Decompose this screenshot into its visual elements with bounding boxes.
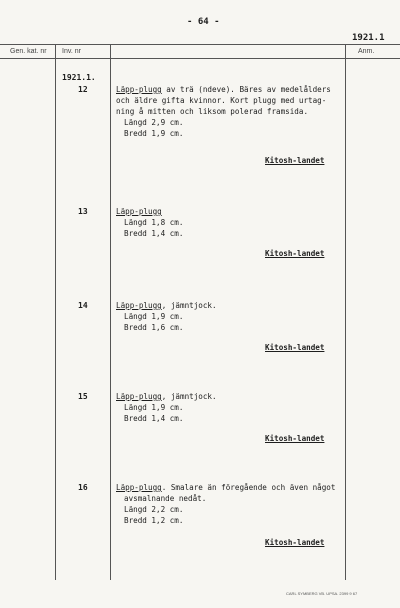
measurement-length: Längd 1,9 cm. — [124, 403, 184, 412]
inventory-number: 14 — [78, 301, 88, 310]
origin-label: Kitosh-landet — [265, 156, 325, 165]
object-term: Läpp-plugg — [116, 483, 162, 492]
header-anm: Anm. — [358, 48, 375, 55]
entry-description — [116, 391, 341, 424]
measurement-width: Bredd 1,4 cm. — [124, 229, 184, 238]
origin-label: Kitosh-landet — [265, 343, 325, 352]
description-line: avsmalnande nedåt. — [124, 494, 207, 503]
inventory-number: 13 — [78, 207, 88, 216]
header-inv-nr: Inv. nr — [62, 48, 81, 55]
inventory-number: 12 — [78, 85, 88, 94]
entry-description — [116, 206, 341, 239]
origin-label: Kitosh-landet — [265, 434, 325, 443]
object-term: Läpp-plugg — [116, 85, 162, 94]
column-divider-inv — [110, 44, 111, 580]
printer-imprint: CARL SYMBERG VB. UPSA. 2399 9 67 — [286, 591, 358, 596]
column-divider-left — [55, 44, 56, 580]
object-term: Läpp-plugg — [116, 392, 162, 401]
measurement-width: Bredd 1,4 cm. — [124, 414, 184, 423]
description-line: och äldre gifta kvinnor. Kort plugg med urtag- — [116, 96, 327, 105]
page-number: - 64 - — [187, 17, 220, 27]
entry-description — [116, 300, 341, 333]
header-bottom-rule — [0, 58, 400, 59]
entry-description — [116, 482, 341, 526]
object-term: Läpp-plugg — [116, 207, 162, 216]
header-top-rule — [0, 44, 400, 45]
description-first-line: , jämntjock. — [161, 301, 217, 310]
origin-label: Kitosh-landet — [265, 249, 325, 258]
column-divider-anm — [345, 44, 346, 580]
header-gen-kat-nr: Gen. kat. nr — [10, 48, 47, 55]
measurement-length: Längd 1,8 cm. — [124, 218, 184, 227]
measurement-width: Bredd 1,2 cm. — [124, 516, 184, 525]
measurement-length: Längd 1,9 cm. — [124, 312, 184, 321]
year-marker: 1921.1. — [62, 73, 96, 82]
description-first-line: av trä (ndeve). Bäres av medelålders — [161, 85, 331, 94]
volume-number: 1921.1 — [352, 33, 385, 43]
description-first-line: , jämntjock. — [161, 392, 217, 401]
measurement-length: Längd 2,9 cm. — [124, 118, 184, 127]
inventory-number: 16 — [78, 483, 88, 492]
measurement-width: Bredd 1,9 cm. — [124, 129, 184, 138]
measurement-length: Längd 2,2 cm. — [124, 505, 184, 514]
description-line: ning å mitten och liksom polerad framsida. — [116, 107, 309, 116]
origin-label: Kitosh-landet — [265, 538, 325, 547]
entry-description — [116, 84, 341, 139]
description-first-line: . Smalare än föregående och även något — [161, 483, 336, 492]
inventory-number: 15 — [78, 392, 88, 401]
measurement-width: Bredd 1,6 cm. — [124, 323, 184, 332]
object-term: Läpp-plugg — [116, 301, 162, 310]
